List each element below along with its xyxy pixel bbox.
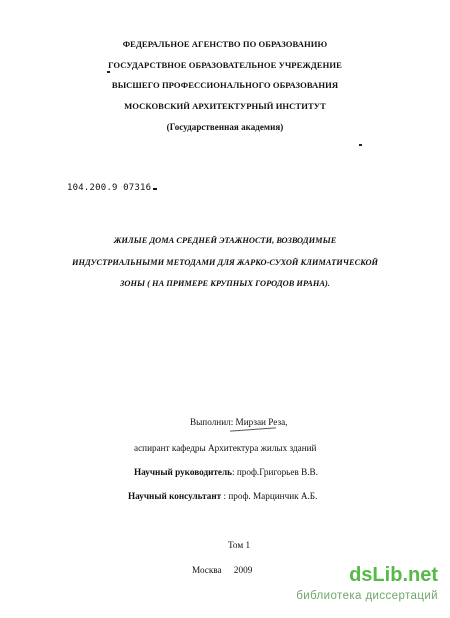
header-academy-status: (Государственная академия) xyxy=(166,122,284,132)
header-education-level: ВЫСШЕГО ПРОФЕССИОНАЛЬНОГО ОБРАЗОВАНИЯ xyxy=(111,80,339,90)
header-agency: ФЕДЕРАЛЬНОЕ АГЕНСТВО ПО ОБРАЗОВАНИЮ xyxy=(122,39,328,49)
title-line-3: ЗОНЫ ( НА ПРИМЕРЕ КРУПНЫХ ГОРОДОВ ИРАНА). xyxy=(120,279,330,288)
volume-label: Том 1 xyxy=(228,540,251,550)
author-label: Выполнил: xyxy=(190,417,234,427)
place: Москва xyxy=(192,565,222,575)
consultant-name: : проф. Марцинчик А.Б. xyxy=(221,491,318,501)
supervisor-name: : проф.Григорьев В.В. xyxy=(232,467,318,477)
library-reference-number: 104.200.9 07316 xyxy=(67,183,152,193)
header-institution-type: ГОСУДАРСТВНОЕ ОБРАЗОВАТЕЛЬНОЕ УЧРЕЖДЕНИЕ xyxy=(108,60,342,70)
dslib-logo: dsLib.net xyxy=(349,564,438,586)
handwritten-underline xyxy=(230,427,276,431)
year: 2009 xyxy=(233,565,253,575)
title-line-1: ЖИЛЫЕ ДОМА СРЕДНЕЙ ЭТАЖНОСТИ, ВОЗВОДИМЫЕ xyxy=(113,236,337,245)
author-line xyxy=(190,417,287,427)
place-year-line xyxy=(192,565,252,575)
scan-speck xyxy=(359,144,362,146)
supervisor-line xyxy=(134,467,318,477)
header-institute-name: МОСКОВСКИЙ АРХИТЕКТУРНЫЙ ИНСТИТУТ xyxy=(124,101,326,111)
author-position: аспирант кафедры Архитектура жилых зданий xyxy=(134,443,317,453)
title-line-2: ИНДУСТРИАЛЬНЫМИ МЕТОДАМИ ДЛЯ ЖАРКО-СУХОЙ КЛИМАТИЧЕСКОЙ xyxy=(71,258,379,267)
dslib-subtitle: библиотека диссертаций xyxy=(296,590,438,602)
consultant-label: Научный консультант xyxy=(128,491,222,501)
consultant-line xyxy=(128,491,317,501)
supervisor-label: Научный руководитель xyxy=(134,467,232,477)
author-name: Мирзаи Реза, xyxy=(235,417,288,427)
scan-speck xyxy=(107,71,110,73)
dslib-watermark xyxy=(296,565,438,602)
